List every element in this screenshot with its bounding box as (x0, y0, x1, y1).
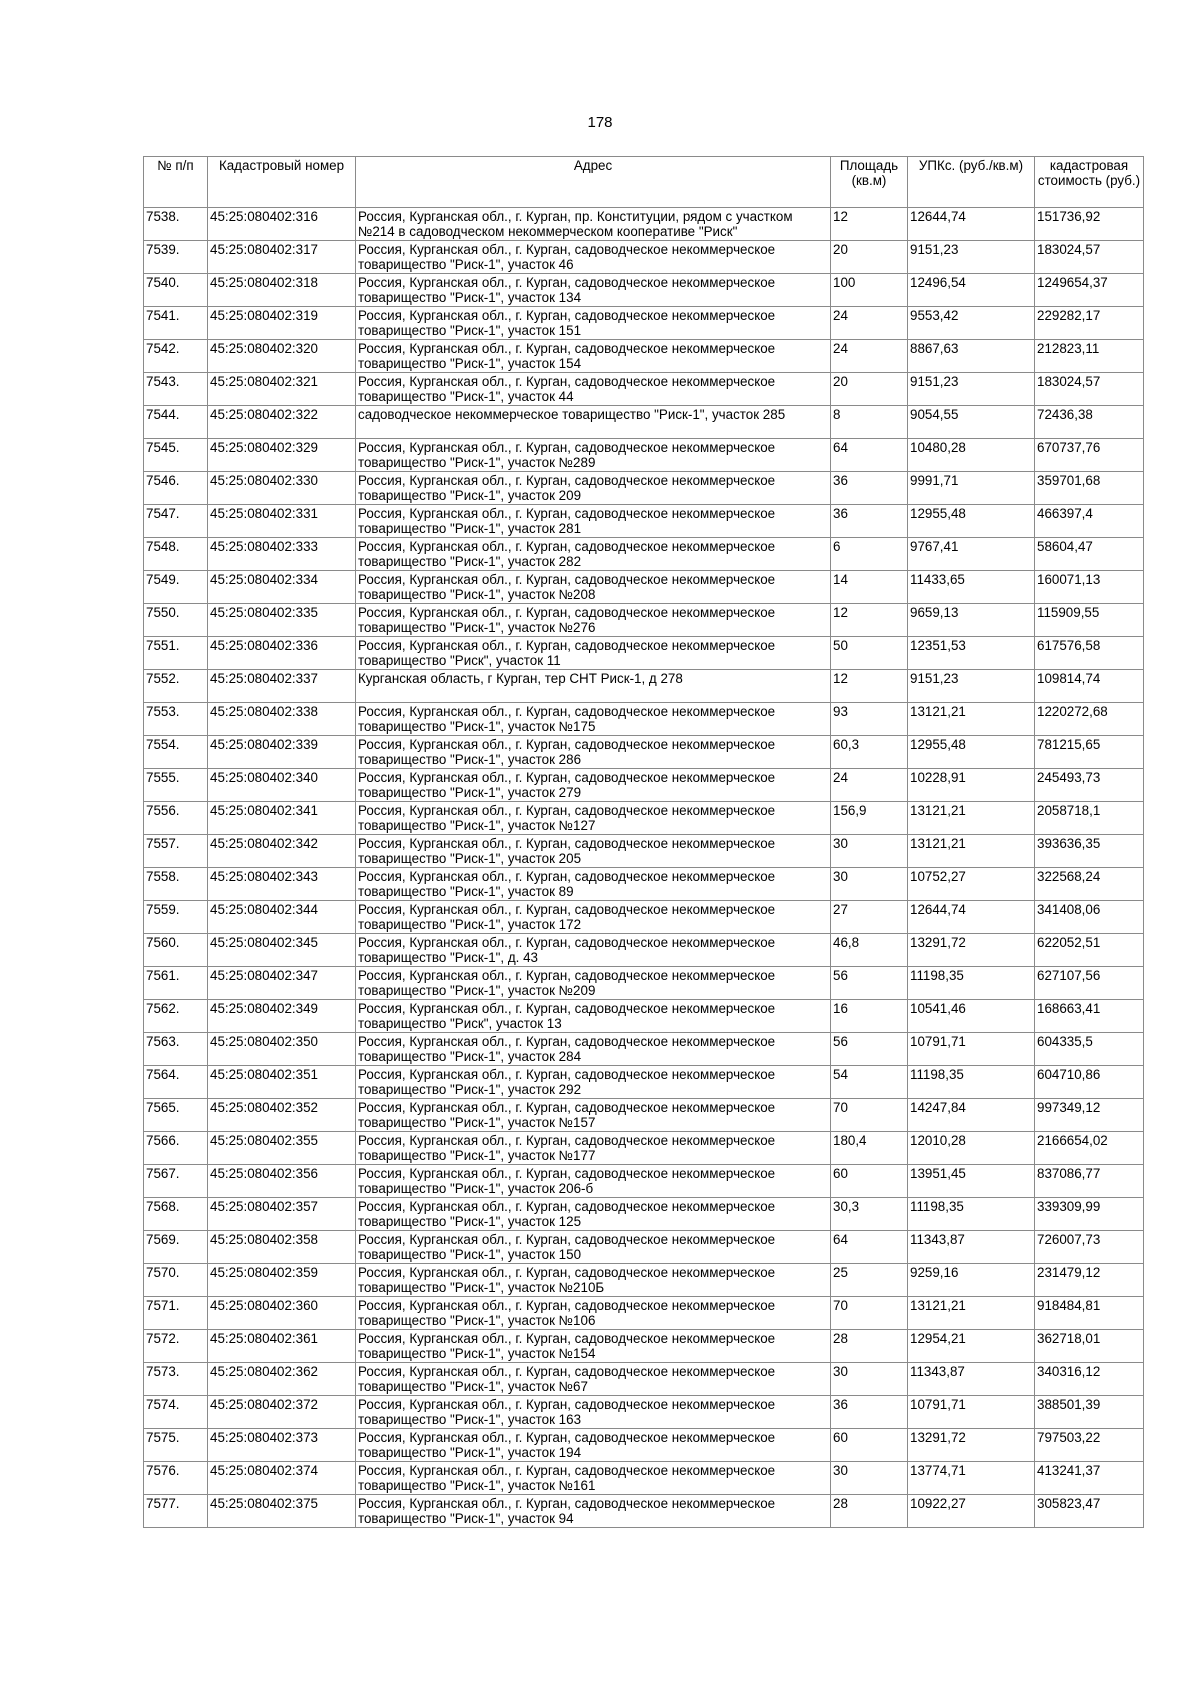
cell-area: 30 (831, 1363, 908, 1396)
cell-cadastral-number: 45:25:080402:345 (208, 934, 356, 967)
table-row (144, 637, 1144, 670)
cell-cadastral-value: 72436,38 (1035, 406, 1144, 439)
cell-cadastral-number: 45:25:080402:322 (208, 406, 356, 439)
table-row (144, 1363, 1144, 1396)
cell-area: 36 (831, 1396, 908, 1429)
cell-cadastral-number: 45:25:080402:316 (208, 208, 356, 241)
cell-upks: 10228,91 (908, 769, 1035, 802)
table-row (144, 208, 1144, 241)
cell-address: Россия, Курганская обл., г. Курган, садоводческое некоммерческое товарищество "Риск-1", участок 154 (356, 340, 831, 373)
cell-cadastral-number: 45:25:080402:349 (208, 1000, 356, 1033)
cell-number: 7572. (144, 1330, 208, 1363)
cell-upks: 12955,48 (908, 736, 1035, 769)
cell-cadastral-number: 45:25:080402:350 (208, 1033, 356, 1066)
cell-number: 7562. (144, 1000, 208, 1033)
table-row (144, 868, 1144, 901)
cell-address: Россия, Курганская обл., г. Курган, садоводческое некоммерческое товарищество "Риск-1", участок 205 (356, 835, 831, 868)
cell-cadastral-value: 627107,56 (1035, 967, 1144, 1000)
table-row (144, 1066, 1144, 1099)
table-row (144, 373, 1144, 406)
cell-address: Россия, Курганская обл., г. Курган, садоводческое некоммерческое товарищество "Риск-1", участок 279 (356, 769, 831, 802)
cell-number: 7575. (144, 1429, 208, 1462)
cell-cadastral-number: 45:25:080402:375 (208, 1495, 356, 1528)
cell-area: 60 (831, 1429, 908, 1462)
table-row (144, 769, 1144, 802)
cell-number: 7574. (144, 1396, 208, 1429)
cell-cadastral-value: 231479,12 (1035, 1264, 1144, 1297)
cell-area: 30,3 (831, 1198, 908, 1231)
cell-area: 56 (831, 1033, 908, 1066)
cell-address: Россия, Курганская обл., г. Курган, садоводческое некоммерческое товарищество "Риск-1", участок 125 (356, 1198, 831, 1231)
table-row (144, 1396, 1144, 1429)
cell-upks: 11343,87 (908, 1363, 1035, 1396)
cell-cadastral-value: 604335,5 (1035, 1033, 1144, 1066)
cell-area: 20 (831, 373, 908, 406)
cell-address: Россия, Курганская обл., г. Курган, пр. Конституции, рядом с участком №214 в садоводческом некоммерческом кооперативе "Риск" (356, 208, 831, 241)
cell-address: Россия, Курганская обл., г. Курган, садоводческое некоммерческое товарищество "Риск-1", участок №289 (356, 439, 831, 472)
cell-cadastral-number: 45:25:080402:336 (208, 637, 356, 670)
cell-cadastral-value: 229282,17 (1035, 307, 1144, 340)
cell-number: 7555. (144, 769, 208, 802)
table-row (144, 571, 1144, 604)
table-row (144, 472, 1144, 505)
cell-area: 64 (831, 1231, 908, 1264)
cell-cadastral-number: 45:25:080402:358 (208, 1231, 356, 1264)
cell-address: Россия, Курганская обл., г. Курган, садоводческое некоммерческое товарищество "Риск", участок 11 (356, 637, 831, 670)
cell-address: садоводческое некоммерческое товарищество "Риск-1", участок 285 (356, 406, 831, 439)
cell-cadastral-value: 622052,51 (1035, 934, 1144, 967)
cell-number: 7550. (144, 604, 208, 637)
cell-upks: 11433,65 (908, 571, 1035, 604)
cell-number: 7576. (144, 1462, 208, 1495)
table-row (144, 1429, 1144, 1462)
cell-area: 12 (831, 670, 908, 703)
cell-number: 7563. (144, 1033, 208, 1066)
cell-cadastral-number: 45:25:080402:333 (208, 538, 356, 571)
cell-area: 60,3 (831, 736, 908, 769)
cell-cadastral-number: 45:25:080402:361 (208, 1330, 356, 1363)
cell-cadastral-value: 466397,4 (1035, 505, 1144, 538)
cell-cadastral-value: 1249654,37 (1035, 274, 1144, 307)
cell-cadastral-value: 837086,77 (1035, 1165, 1144, 1198)
cell-upks: 12644,74 (908, 901, 1035, 934)
cell-upks: 10541,46 (908, 1000, 1035, 1033)
cell-number: 7546. (144, 472, 208, 505)
table-row (144, 1033, 1144, 1066)
cell-address: Россия, Курганская обл., г. Курган, садоводческое некоммерческое товарищество "Риск-1", участок 163 (356, 1396, 831, 1429)
cell-number: 7547. (144, 505, 208, 538)
cell-number: 7539. (144, 241, 208, 274)
cell-address: Россия, Курганская обл., г. Курган, садоводческое некоммерческое товарищество "Риск-1", участок 134 (356, 274, 831, 307)
table-row (144, 1264, 1144, 1297)
cell-cadastral-value: 388501,39 (1035, 1396, 1144, 1429)
cell-upks: 13121,21 (908, 1297, 1035, 1330)
cell-cadastral-number: 45:25:080402:359 (208, 1264, 356, 1297)
cell-upks: 9659,13 (908, 604, 1035, 637)
cell-upks: 9553,42 (908, 307, 1035, 340)
cell-cadastral-value: 797503,22 (1035, 1429, 1144, 1462)
cell-area: 28 (831, 1495, 908, 1528)
cell-area: 6 (831, 538, 908, 571)
cell-number: 7565. (144, 1099, 208, 1132)
header-cadastral-value: кадастровая стоимость (руб.) (1035, 157, 1144, 208)
table-row (144, 736, 1144, 769)
cell-cadastral-value: 362718,01 (1035, 1330, 1144, 1363)
cell-upks: 12496,54 (908, 274, 1035, 307)
cell-number: 7554. (144, 736, 208, 769)
table-row (144, 670, 1144, 703)
cell-upks: 12954,21 (908, 1330, 1035, 1363)
cell-area: 8 (831, 406, 908, 439)
table-row (144, 505, 1144, 538)
cell-area: 50 (831, 637, 908, 670)
table-row (144, 1297, 1144, 1330)
cell-address: Россия, Курганская обл., г. Курган, садоводческое некоммерческое товарищество "Риск-1", участок №157 (356, 1099, 831, 1132)
cell-address: Россия, Курганская обл., г. Курган, садоводческое некоммерческое товарищество "Риск-1", участок 172 (356, 901, 831, 934)
cell-cadastral-number: 45:25:080402:356 (208, 1165, 356, 1198)
cell-cadastral-number: 45:25:080402:318 (208, 274, 356, 307)
cell-area: 24 (831, 340, 908, 373)
cell-upks: 12955,48 (908, 505, 1035, 538)
cell-number: 7577. (144, 1495, 208, 1528)
cell-cadastral-value: 393636,35 (1035, 835, 1144, 868)
cell-area: 25 (831, 1264, 908, 1297)
cell-area: 54 (831, 1066, 908, 1099)
table-row (144, 703, 1144, 736)
cell-address: Россия, Курганская обл., г. Курган, садоводческое некоммерческое товарищество "Риск-1", участок №276 (356, 604, 831, 637)
cell-area: 36 (831, 505, 908, 538)
cell-upks: 11198,35 (908, 967, 1035, 1000)
cell-number: 7552. (144, 670, 208, 703)
cell-cadastral-value: 997349,12 (1035, 1099, 1144, 1132)
table-row (144, 604, 1144, 637)
cell-upks: 9259,16 (908, 1264, 1035, 1297)
cell-number: 7571. (144, 1297, 208, 1330)
cell-number: 7541. (144, 307, 208, 340)
cell-cadastral-value: 168663,41 (1035, 1000, 1144, 1033)
cell-address: Россия, Курганская обл., г. Курган, садоводческое некоммерческое товарищество "Риск-1", участок 284 (356, 1033, 831, 1066)
cell-area: 12 (831, 604, 908, 637)
cell-cadastral-number: 45:25:080402:357 (208, 1198, 356, 1231)
cell-cadastral-number: 45:25:080402:344 (208, 901, 356, 934)
cell-upks: 10791,71 (908, 1396, 1035, 1429)
cadastral-value-table (143, 156, 1144, 1528)
cell-cadastral-number: 45:25:080402:342 (208, 835, 356, 868)
table-row (144, 439, 1144, 472)
cell-cadastral-value: 305823,47 (1035, 1495, 1144, 1528)
cell-number: 7557. (144, 835, 208, 868)
cell-cadastral-number: 45:25:080402:362 (208, 1363, 356, 1396)
cell-area: 30 (831, 1462, 908, 1495)
cell-cadastral-value: 359701,68 (1035, 472, 1144, 505)
cell-address: Россия, Курганская обл., г. Курган, садоводческое некоммерческое товарищество "Риск-1", участок 89 (356, 868, 831, 901)
cell-upks: 13121,21 (908, 802, 1035, 835)
cell-upks: 11198,35 (908, 1066, 1035, 1099)
cell-address: Россия, Курганская обл., г. Курган, садоводческое некоммерческое товарищество "Риск", участок 13 (356, 1000, 831, 1033)
cell-cadastral-number: 45:25:080402:341 (208, 802, 356, 835)
cell-upks: 12351,53 (908, 637, 1035, 670)
cell-number: 7544. (144, 406, 208, 439)
cell-upks: 13291,72 (908, 1429, 1035, 1462)
cell-area: 93 (831, 703, 908, 736)
cell-area: 30 (831, 868, 908, 901)
cell-area: 70 (831, 1099, 908, 1132)
table-row (144, 406, 1144, 439)
cell-cadastral-number: 45:25:080402:331 (208, 505, 356, 538)
table-row (144, 340, 1144, 373)
table-row (144, 1231, 1144, 1264)
cell-cadastral-value: 160071,13 (1035, 571, 1144, 604)
cell-number: 7548. (144, 538, 208, 571)
cell-number: 7538. (144, 208, 208, 241)
cell-cadastral-number: 45:25:080402:339 (208, 736, 356, 769)
cell-area: 56 (831, 967, 908, 1000)
cell-cadastral-value: 1220272,68 (1035, 703, 1144, 736)
table-body (144, 208, 1144, 1528)
header-cadastral-number: Кадастровый номер (208, 157, 356, 208)
cell-cadastral-number: 45:25:080402:373 (208, 1429, 356, 1462)
cell-cadastral-number: 45:25:080402:317 (208, 241, 356, 274)
cell-address: Россия, Курганская обл., г. Курган, садоводческое некоммерческое товарищество "Риск-1", участок 292 (356, 1066, 831, 1099)
table-row (144, 1099, 1144, 1132)
cell-upks: 9767,41 (908, 538, 1035, 571)
cell-address: Россия, Курганская обл., г. Курган, садоводческое некоммерческое товарищество "Риск-1", д. 43 (356, 934, 831, 967)
table-row (144, 307, 1144, 340)
cell-upks: 13121,21 (908, 703, 1035, 736)
cell-cadastral-number: 45:25:080402:355 (208, 1132, 356, 1165)
cell-upks: 9151,23 (908, 241, 1035, 274)
header-upks: УПКс. (руб./кв.м) (908, 157, 1035, 208)
header-area: Площадь (кв.м) (831, 157, 908, 208)
page-number: 178 (587, 114, 613, 131)
cell-address: Россия, Курганская обл., г. Курган, садоводческое некоммерческое товарищество "Риск-1", участок №210Б (356, 1264, 831, 1297)
cell-upks: 13291,72 (908, 934, 1035, 967)
cell-upks: 10791,71 (908, 1033, 1035, 1066)
cell-cadastral-value: 245493,73 (1035, 769, 1144, 802)
cell-number: 7543. (144, 373, 208, 406)
cell-area: 14 (831, 571, 908, 604)
cell-cadastral-value: 212823,11 (1035, 340, 1144, 373)
cell-cadastral-value: 151736,92 (1035, 208, 1144, 241)
cell-upks: 10752,27 (908, 868, 1035, 901)
cell-cadastral-value: 781215,65 (1035, 736, 1144, 769)
cell-cadastral-number: 45:25:080402:330 (208, 472, 356, 505)
table-row (144, 1132, 1144, 1165)
cell-cadastral-number: 45:25:080402:338 (208, 703, 356, 736)
header-address: Адрес (356, 157, 831, 208)
cell-number: 7570. (144, 1264, 208, 1297)
cell-number: 7553. (144, 703, 208, 736)
table-row (144, 901, 1144, 934)
cell-area: 30 (831, 835, 908, 868)
cell-cadastral-value: 341408,06 (1035, 901, 1144, 934)
cell-upks: 12010,28 (908, 1132, 1035, 1165)
table-row (144, 802, 1144, 835)
cell-number: 7573. (144, 1363, 208, 1396)
cell-number: 7569. (144, 1231, 208, 1264)
cell-address: Россия, Курганская обл., г. Курган, садоводческое некоммерческое товарищество "Риск-1", участок 194 (356, 1429, 831, 1462)
cell-upks: 10922,27 (908, 1495, 1035, 1528)
cell-cadastral-value: 183024,57 (1035, 373, 1144, 406)
table-row (144, 274, 1144, 307)
cell-area: 70 (831, 1297, 908, 1330)
cell-cadastral-value: 322568,24 (1035, 868, 1144, 901)
cell-address: Россия, Курганская обл., г. Курган, садоводческое некоммерческое товарищество "Риск-1", участок №154 (356, 1330, 831, 1363)
cell-number: 7560. (144, 934, 208, 967)
cell-upks: 13774,71 (908, 1462, 1035, 1495)
cell-area: 64 (831, 439, 908, 472)
cell-cadastral-value: 109814,74 (1035, 670, 1144, 703)
table-row (144, 241, 1144, 274)
cell-upks: 13951,45 (908, 1165, 1035, 1198)
cell-address: Россия, Курганская обл., г. Курган, садоводческое некоммерческое товарищество "Риск-1", участок 206-б (356, 1165, 831, 1198)
cell-address: Россия, Курганская обл., г. Курган, садоводческое некоммерческое товарищество "Риск-1", участок 282 (356, 538, 831, 571)
cell-address: Россия, Курганская обл., г. Курган, садоводческое некоммерческое товарищество "Риск-1", участок 281 (356, 505, 831, 538)
cell-cadastral-number: 45:25:080402:372 (208, 1396, 356, 1429)
cell-address: Россия, Курганская обл., г. Курган, садоводческое некоммерческое товарищество "Риск-1", участок 151 (356, 307, 831, 340)
cell-address: Курганская область, г Курган, тер СНТ Риск-1, д 278 (356, 670, 831, 703)
cell-area: 16 (831, 1000, 908, 1033)
cell-number: 7545. (144, 439, 208, 472)
cell-address: Россия, Курганская обл., г. Курган, садоводческое некоммерческое товарищество "Риск-1", участок №161 (356, 1462, 831, 1495)
cell-upks: 11343,87 (908, 1231, 1035, 1264)
cell-cadastral-number: 45:25:080402:334 (208, 571, 356, 604)
cell-cadastral-number: 45:25:080402:360 (208, 1297, 356, 1330)
cell-upks: 11198,35 (908, 1198, 1035, 1231)
cell-cadastral-value: 617576,58 (1035, 637, 1144, 670)
cell-area: 180,4 (831, 1132, 908, 1165)
table-row (144, 1165, 1144, 1198)
cell-number: 7568. (144, 1198, 208, 1231)
table-row (144, 1462, 1144, 1495)
cell-cadastral-value: 2058718,1 (1035, 802, 1144, 835)
cell-upks: 9151,23 (908, 373, 1035, 406)
table-row (144, 934, 1144, 967)
cell-upks: 10480,28 (908, 439, 1035, 472)
cell-address: Россия, Курганская обл., г. Курган, садоводческое некоммерческое товарищество "Риск-1", участок №208 (356, 571, 831, 604)
cell-upks: 14247,84 (908, 1099, 1035, 1132)
cell-area: 24 (831, 769, 908, 802)
cell-number: 7566. (144, 1132, 208, 1165)
cell-address: Россия, Курганская обл., г. Курган, садоводческое некоммерческое товарищество "Риск-1", участок 286 (356, 736, 831, 769)
table-row (144, 1000, 1144, 1033)
header-number: № п/п (144, 157, 208, 208)
cell-number: 7564. (144, 1066, 208, 1099)
cell-area: 46,8 (831, 934, 908, 967)
cell-address: Россия, Курганская обл., г. Курган, садоводческое некоммерческое товарищество "Риск-1", участок №177 (356, 1132, 831, 1165)
cell-area: 27 (831, 901, 908, 934)
cell-number: 7551. (144, 637, 208, 670)
cell-address: Россия, Курганская обл., г. Курган, садоводческое некоммерческое товарищество "Риск-1", участок №106 (356, 1297, 831, 1330)
cell-number: 7556. (144, 802, 208, 835)
cell-cadastral-value: 670737,76 (1035, 439, 1144, 472)
cell-address: Россия, Курганская обл., г. Курган, садоводческое некоммерческое товарищество "Риск-1", участок 150 (356, 1231, 831, 1264)
table-row (144, 1330, 1144, 1363)
cell-cadastral-value: 183024,57 (1035, 241, 1144, 274)
cell-address: Россия, Курганская обл., г. Курган, садоводческое некоммерческое товарищество "Риск-1", участок №209 (356, 967, 831, 1000)
cell-number: 7558. (144, 868, 208, 901)
cell-number: 7542. (144, 340, 208, 373)
cell-number: 7540. (144, 274, 208, 307)
cell-area: 60 (831, 1165, 908, 1198)
cell-cadastral-value: 726007,73 (1035, 1231, 1144, 1264)
cell-upks: 13121,21 (908, 835, 1035, 868)
cell-area: 156,9 (831, 802, 908, 835)
cell-number: 7561. (144, 967, 208, 1000)
cell-address: Россия, Курганская обл., г. Курган, садоводческое некоммерческое товарищество "Риск-1", участок 46 (356, 241, 831, 274)
cell-address: Россия, Курганская обл., г. Курган, садоводческое некоммерческое товарищество "Риск-1", участок №127 (356, 802, 831, 835)
cell-cadastral-value: 115909,55 (1035, 604, 1144, 637)
cell-number: 7559. (144, 901, 208, 934)
table-row (144, 1495, 1144, 1528)
cell-area: 28 (831, 1330, 908, 1363)
cell-cadastral-number: 45:25:080402:321 (208, 373, 356, 406)
cell-area: 24 (831, 307, 908, 340)
cell-area: 100 (831, 274, 908, 307)
table-row (144, 967, 1144, 1000)
cell-cadastral-number: 45:25:080402:335 (208, 604, 356, 637)
cell-number: 7567. (144, 1165, 208, 1198)
table-row (144, 538, 1144, 571)
cell-upks: 9054,55 (908, 406, 1035, 439)
table-row (144, 1198, 1144, 1231)
cell-area: 12 (831, 208, 908, 241)
table-row (144, 835, 1144, 868)
cell-cadastral-number: 45:25:080402:343 (208, 868, 356, 901)
cell-number: 7549. (144, 571, 208, 604)
cell-cadastral-value: 339309,99 (1035, 1198, 1144, 1231)
cell-cadastral-number: 45:25:080402:319 (208, 307, 356, 340)
cell-address: Россия, Курганская обл., г. Курган, садоводческое некоммерческое товарищество "Риск-1", участок №67 (356, 1363, 831, 1396)
cell-cadastral-number: 45:25:080402:320 (208, 340, 356, 373)
cell-cadastral-value: 413241,37 (1035, 1462, 1144, 1495)
cell-cadastral-value: 604710,86 (1035, 1066, 1144, 1099)
cell-cadastral-number: 45:25:080402:351 (208, 1066, 356, 1099)
cell-address: Россия, Курганская обл., г. Курган, садоводческое некоммерческое товарищество "Риск-1", участок №175 (356, 703, 831, 736)
table-header (144, 157, 1144, 208)
cell-address: Россия, Курганская обл., г. Курган, садоводческое некоммерческое товарищество "Риск-1", участок 44 (356, 373, 831, 406)
header-row (144, 157, 1144, 208)
cell-cadastral-number: 45:25:080402:337 (208, 670, 356, 703)
cell-cadastral-value: 918484,81 (1035, 1297, 1144, 1330)
cell-upks: 9151,23 (908, 670, 1035, 703)
cell-upks: 9991,71 (908, 472, 1035, 505)
cell-area: 36 (831, 472, 908, 505)
cell-address: Россия, Курганская обл., г. Курган, садоводческое некоммерческое товарищество "Риск-1", участок 94 (356, 1495, 831, 1528)
cell-cadastral-value: 340316,12 (1035, 1363, 1144, 1396)
cell-cadastral-value: 58604,47 (1035, 538, 1144, 571)
cell-cadastral-number: 45:25:080402:347 (208, 967, 356, 1000)
cell-cadastral-number: 45:25:080402:352 (208, 1099, 356, 1132)
cell-cadastral-value: 2166654,02 (1035, 1132, 1144, 1165)
cell-upks: 8867,63 (908, 340, 1035, 373)
cell-cadastral-number: 45:25:080402:329 (208, 439, 356, 472)
cell-cadastral-number: 45:25:080402:340 (208, 769, 356, 802)
cell-address: Россия, Курганская обл., г. Курган, садоводческое некоммерческое товарищество "Риск-1", участок 209 (356, 472, 831, 505)
cell-area: 20 (831, 241, 908, 274)
cell-cadastral-number: 45:25:080402:374 (208, 1462, 356, 1495)
cell-upks: 12644,74 (908, 208, 1035, 241)
